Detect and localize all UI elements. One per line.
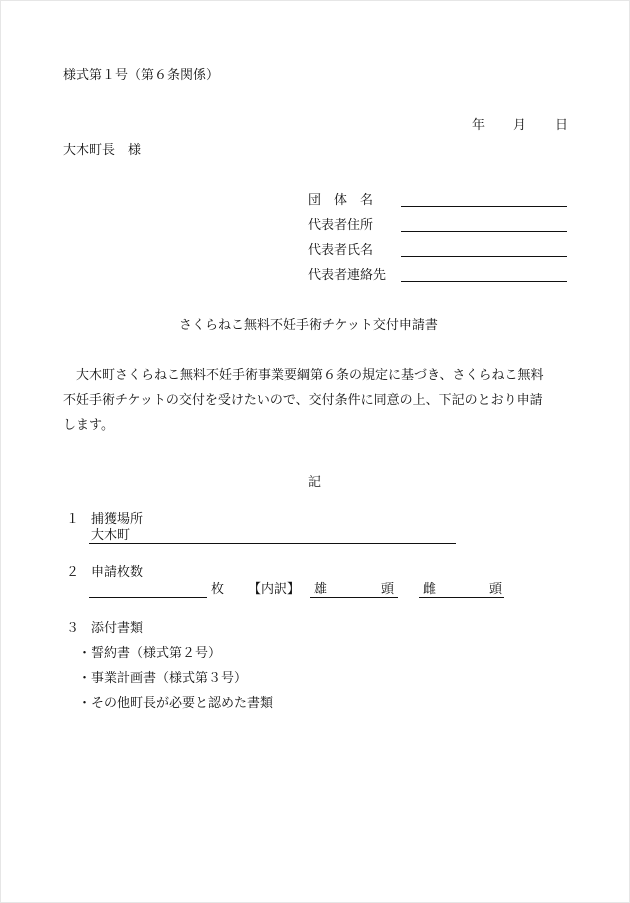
- attachment-item: ・事業計画書（様式第３号）: [78, 671, 248, 686]
- body-line-1: 大木町さくらねこ無料不妊手術事業要綱第６条の規定に基づき、さくらねこ無料: [63, 368, 544, 383]
- body-line-2: 不妊手術チケットの交付を受けたいので、交付条件に同意の上、下記のとおり申請: [63, 393, 543, 408]
- item-3-number: ３: [66, 621, 80, 636]
- body-line-3: します。: [63, 418, 114, 433]
- female-label: 雌: [423, 582, 437, 597]
- rep-name-label: 代表者氏名: [308, 243, 374, 258]
- count-unit: 枚: [211, 582, 225, 597]
- document-title: さくらねこ無料不妊手術チケット交付申請書: [179, 318, 438, 333]
- male-label: 雄: [314, 582, 328, 597]
- item-2-label: 申請枚数: [91, 565, 144, 580]
- capture-location-value: 大木町: [91, 528, 131, 543]
- form-number: 様式第１号（第６条関係）: [63, 68, 220, 83]
- date-month-label: 月: [513, 118, 527, 133]
- count-field[interactable]: [89, 597, 207, 598]
- attachment-item: ・その他町長が必要と認めた書類: [78, 696, 274, 711]
- rep-address-field[interactable]: [401, 231, 567, 232]
- group-name-field[interactable]: [401, 206, 567, 207]
- addressee: 大木町長 様: [63, 143, 142, 158]
- female-head-unit: 頭: [489, 582, 503, 597]
- item-1-label: 捕獲場所: [91, 512, 144, 527]
- rep-contact-label: 代表者連絡先: [308, 268, 387, 283]
- date-day-label: 日: [555, 118, 569, 133]
- date-year-label: 年: [472, 118, 486, 133]
- male-count-field[interactable]: [310, 597, 398, 598]
- rep-address-label: 代表者住所: [308, 218, 374, 233]
- capture-location-field[interactable]: [89, 543, 456, 544]
- female-count-field[interactable]: [419, 597, 504, 598]
- item-2-number: ２: [66, 565, 80, 580]
- attachment-item: ・誓約書（様式第２号）: [78, 646, 222, 661]
- ki-heading: 記: [308, 475, 322, 490]
- item-1-number: １: [66, 512, 80, 527]
- male-head-unit: 頭: [381, 582, 395, 597]
- group-name-label: 団 体 名: [308, 193, 374, 208]
- item-3-label: 添付書類: [91, 621, 144, 636]
- rep-contact-field[interactable]: [401, 281, 567, 282]
- breakdown-label: 【内訳】: [248, 582, 301, 597]
- rep-name-field[interactable]: [401, 256, 567, 257]
